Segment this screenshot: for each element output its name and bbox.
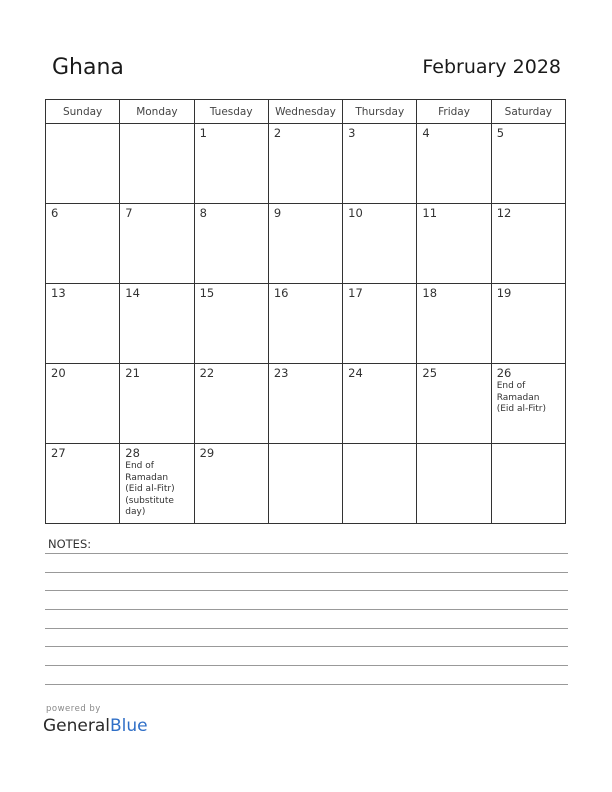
notes-line	[45, 553, 568, 554]
day-number: 18	[422, 286, 438, 300]
brand-general: General	[43, 716, 110, 736]
weekday-monday: Monday	[120, 100, 194, 124]
weekday-friday: Friday	[417, 100, 491, 124]
day-cell	[343, 284, 417, 364]
day-cell	[268, 204, 342, 284]
day-cell	[194, 204, 268, 284]
day-number: 13	[51, 286, 66, 300]
day-cell	[491, 204, 565, 284]
week-row	[46, 444, 566, 524]
day-number: 11	[422, 206, 438, 220]
day-number: 3	[348, 126, 356, 140]
notes-line	[45, 665, 568, 666]
day-number: 7	[125, 206, 133, 220]
holiday-event-line: End of	[125, 461, 154, 471]
holiday-event-line: Ramadan	[496, 392, 540, 403]
holiday-event-line: (substitute	[125, 495, 174, 506]
day-cell	[417, 204, 491, 284]
notes-line	[45, 590, 568, 591]
day-number: 23	[273, 366, 289, 380]
weekday-header-row	[46, 100, 566, 124]
day-number: 12	[496, 206, 512, 220]
day-number: 20	[51, 366, 66, 380]
day-cell	[120, 444, 194, 524]
holiday-event-line: day)	[125, 507, 146, 517]
day-cell	[268, 124, 342, 204]
day-number: 17	[348, 286, 363, 300]
notes-label: NOTES:	[48, 537, 92, 551]
notes-line	[45, 628, 568, 629]
day-number: 19	[496, 286, 512, 300]
day-cell	[417, 284, 491, 364]
day-cell	[343, 364, 417, 444]
calendar-grid	[45, 99, 566, 524]
day-number: 28	[125, 446, 140, 460]
day-cell	[194, 284, 268, 364]
holiday-event-line: Ramadan	[125, 472, 169, 483]
day-cell	[194, 124, 268, 204]
country-title: Ghana	[52, 55, 124, 80]
holiday-event	[497, 381, 565, 416]
day-number: 15	[199, 286, 215, 300]
day-cell	[46, 124, 120, 204]
weekday-thursday: Thursday	[343, 100, 417, 124]
day-cell	[120, 284, 194, 364]
day-cell	[120, 124, 194, 204]
notes-line	[45, 572, 568, 573]
day-cell	[268, 284, 342, 364]
day-number: 21	[125, 366, 140, 380]
day-cell	[46, 444, 120, 524]
day-cell	[268, 364, 342, 444]
notes-line	[45, 646, 568, 647]
day-number: 2	[273, 126, 282, 140]
day-number: 22	[199, 366, 215, 380]
week-row	[46, 124, 566, 204]
powered-by-text: powered by	[46, 704, 101, 714]
notes-line	[45, 684, 568, 685]
weekday-saturday: Saturday	[491, 100, 565, 124]
day-cell	[120, 364, 194, 444]
day-cell	[194, 364, 268, 444]
day-cell	[46, 284, 120, 364]
day-cell	[46, 364, 120, 444]
day-cell	[491, 364, 565, 444]
day-cell	[491, 124, 565, 204]
day-cell	[343, 204, 417, 284]
holiday-event-line: End of	[496, 381, 526, 391]
day-cell	[417, 364, 491, 444]
day-cell	[194, 444, 268, 524]
day-number: 4	[422, 126, 430, 140]
day-cell	[120, 204, 194, 284]
day-cell	[491, 444, 565, 524]
day-number: 27	[51, 446, 66, 460]
day-number: 5	[496, 126, 505, 140]
day-cell	[343, 124, 417, 204]
weekday-sunday: Sunday	[46, 100, 120, 124]
weekday-wednesday: Wednesday	[268, 100, 342, 124]
calendar-body	[46, 124, 566, 524]
day-cell	[417, 124, 491, 204]
month-year-title: February 2028	[422, 56, 561, 78]
day-number: 9	[273, 206, 282, 220]
day-number: 25	[422, 366, 438, 380]
day-number: 16	[273, 286, 289, 300]
day-cell	[491, 284, 565, 364]
holiday-event-line: (Eid al-Fitr)	[125, 484, 175, 494]
notes-line	[45, 609, 568, 610]
day-cell	[343, 444, 417, 524]
day-number: 29	[199, 446, 215, 460]
day-number: 6	[51, 206, 59, 220]
holiday-event-line: (Eid al-Fitr)	[496, 404, 546, 414]
day-number: 1	[199, 126, 207, 140]
day-number: 14	[125, 286, 140, 300]
week-row	[46, 284, 566, 364]
day-cell	[46, 204, 120, 284]
holiday-event	[125, 461, 193, 519]
day-number: 8	[199, 206, 207, 220]
day-number: 26	[496, 366, 512, 380]
week-row	[46, 204, 566, 284]
day-number: 10	[348, 206, 363, 220]
weekday-tuesday: Tuesday	[194, 100, 268, 124]
brand-blue: Blue	[110, 716, 148, 736]
week-row	[46, 364, 566, 444]
day-cell	[417, 444, 491, 524]
generalblue-logo[interactable]	[43, 716, 148, 736]
day-cell	[268, 444, 342, 524]
day-number: 24	[348, 366, 363, 380]
